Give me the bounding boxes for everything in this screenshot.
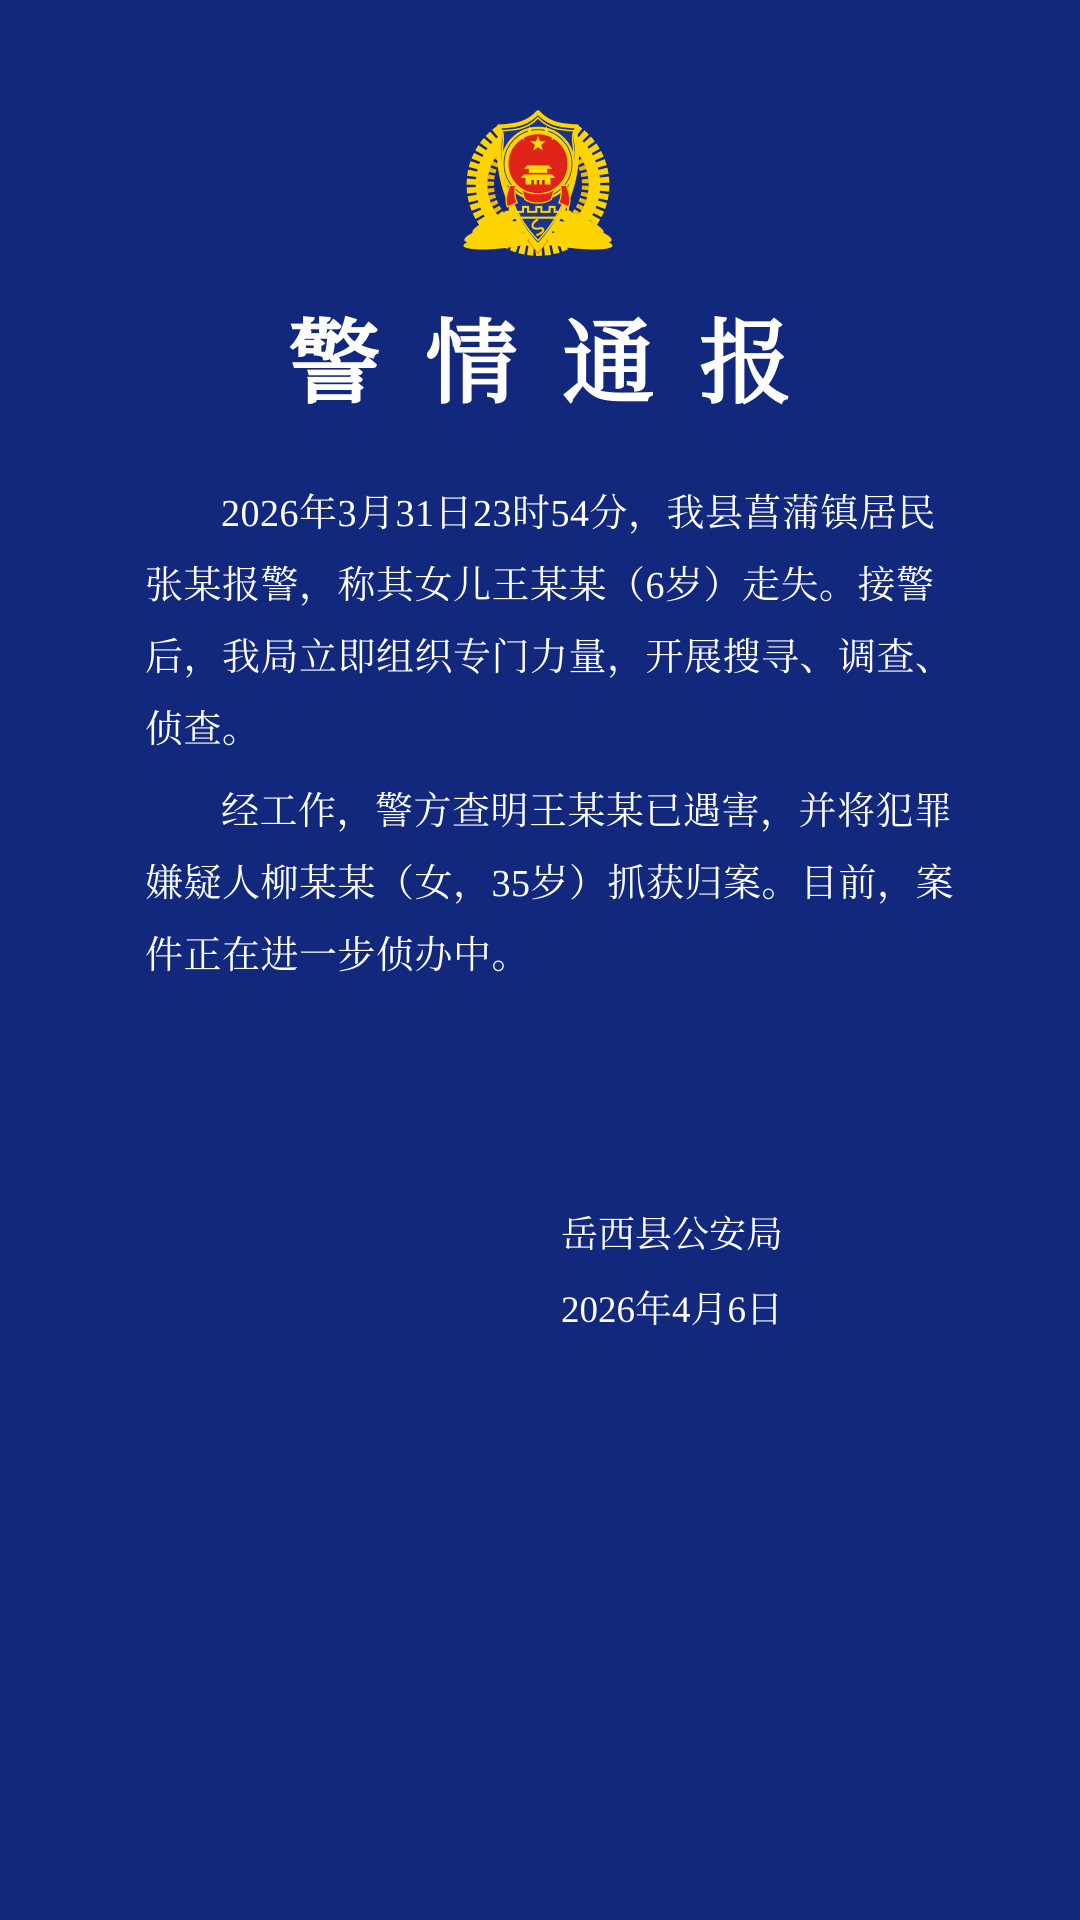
- signature-agency: 岳西县公安局: [561, 1215, 783, 1256]
- notice-line: 经工作，警方查明王某某已遇害，并将犯罪: [221, 791, 953, 833]
- notice-line: 侦查。: [145, 709, 261, 751]
- notice-line: 件正在进一步侦办中。: [145, 935, 531, 977]
- signature-date: 2026年4月6日: [561, 1290, 783, 1331]
- police-badge-svg: [455, 99, 621, 265]
- title-char: 警: [288, 313, 381, 415]
- notice-line: 嫌疑人柳某某（女，35岁）抓获归案。目前，案: [145, 863, 955, 905]
- national-emblem: [502, 126, 573, 207]
- paragraph-1: [145, 478, 954, 766]
- notice-line: 后，我局立即组织专门力量，开展搜寻、调查、: [145, 637, 954, 679]
- signature-block: [0, 1198, 1080, 1348]
- title-char: 情: [425, 313, 518, 415]
- paragraph-2: [145, 776, 955, 992]
- china-police-badge-icon: [455, 99, 621, 265]
- title-char: 通: [562, 313, 655, 415]
- notice-title: [0, 313, 1080, 415]
- notice-line: 2026年3月31日23时54分，我县菖蒲镇居民: [221, 493, 937, 535]
- notice-line: 张某报警，称其女儿王某某（6岁）走失。接警: [145, 565, 935, 607]
- title-char: 报: [699, 313, 792, 415]
- notice-body: [145, 478, 955, 992]
